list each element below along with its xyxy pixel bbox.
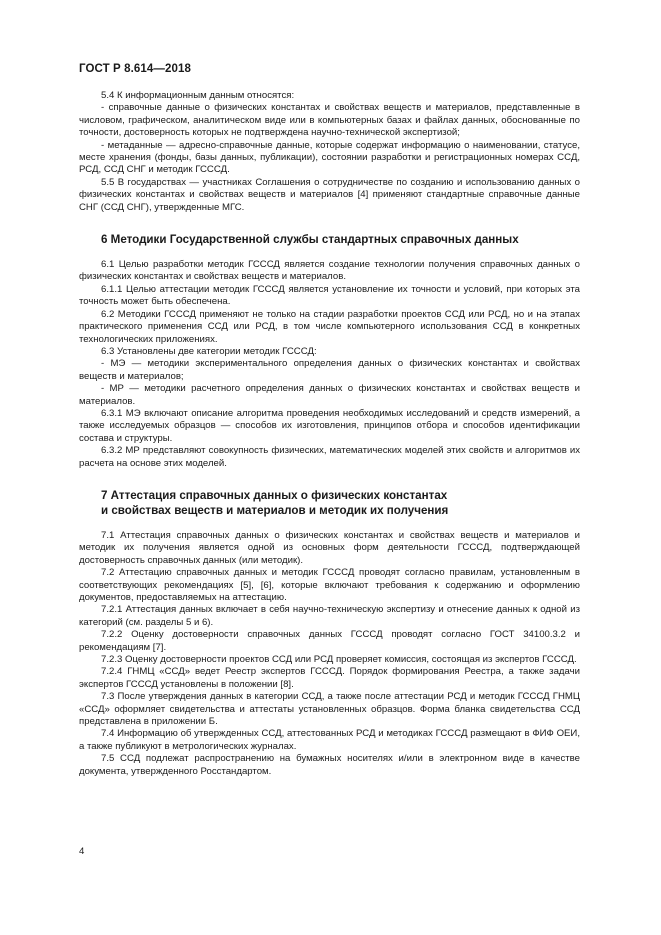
paragraph-5-5: 5.5 В государствах — участниках Соглашения о сотрудничестве по созданию и использованию данных о физических константах и свойствах веществ и материалов [4] применяют стандартные справочные данные СНГ (ССД СНГ), утвержденные МГС. — [79, 176, 580, 213]
paragraph-6-1-1: 6.1.1 Целью аттестации методик ГСССД является установление их точности и условий, при которых эта точность может быть обеспечена. — [79, 283, 580, 308]
list-item-me: - МЭ — методики экспериментального определения данных о физических константах и свойствах веществ и материалов; — [79, 358, 580, 382]
document-code-header: ГОСТ Р 8.614—2018 — [79, 63, 191, 75]
paragraph-7-3: 7.3 После утверждения данных в категории ССД, а также после аттестации РСД и методик ГСССД ГНМЦ «ССД» оформляет свидетельства и аттестаты установленных образцов. Форма бланка свидетельства ССД представлена в приложении Б. — [79, 691, 580, 728]
section-7-heading-line1: 7 Аттестация справочных данных о физических константах — [101, 488, 448, 502]
page-number: 4 — [79, 846, 85, 857]
paragraph-6-1: 6.1 Целью разработки методик ГСССД является создание технологии получения справочных данных о физических константах и свойствах веществ и материалов. — [79, 259, 580, 283]
paragraph-7-1: 7.1 Аттестация справочных данных о физических константах и свойствах веществ и материалов и методик их получения является одной из основных форм деятельности ГСССД, подтверждающей достоверность справочных данных (или методик). — [79, 529, 580, 566]
paragraph-6-3-1: 6.3.1 МЭ включают описание алгоритма проведения необходимых исследований и средств измерений, а также исследуемых образцов — способов их изготовления, принципов отбора и способов идентификации состава и структуры. — [79, 407, 580, 444]
paragraph-7-2-4: 7.2.4 ГНМЦ «ССД» ведет Реестр экспертов ГСССД. Порядок формирования Реестра, а также задачи экспертов ГСССД установлены в положении [8]. — [79, 666, 580, 690]
paragraph-6-3: 6.3 Установлены две категории методик ГСССД: — [101, 345, 317, 357]
paragraph-7-2-3: 7.2.3 Оценку достоверности проектов ССД или РСД проверяет комиссия, состоящая из экспертов ГСССД. — [101, 654, 577, 666]
section-7-heading-line2: и свойствах веществ и материалов и методик их получения — [101, 503, 449, 517]
list-item-mr: - МР — методики расчетного определения данных о физических константах и свойствах веществ и материалов. — [79, 383, 580, 407]
list-item-reference-data: - справочные данные о физических константах и свойствах веществ и материалов, представленные в числовом, графическом, аналитическом виде или в компьютерных базах и файлах данных, обоснованные по точности, достоверность которых не подтверждена научно-технической экспертизой; — [79, 102, 580, 139]
paragraph-7-2-1: 7.2.1 Аттестация данных включает в себя научно-техническую экспертизу и отнесение данных к одной из категорий (см. разделы 5 и 6). — [79, 604, 580, 628]
paragraph-6-2: 6.2 Методики ГСССД применяют не только на стадии разработки проектов ССД или РСД, но и на этапах практического применения ССД или РСД, в том числе компьютерного использования ССД в конкретных технологических приложениях. — [79, 308, 580, 345]
paragraph-5-4: 5.4 К информационным данным относятся: — [101, 90, 295, 101]
list-item-metadata: - метаданные — адресно-справочные данные, которые содержат информацию о наименовании, статусе, месте хранения (фонды, базы данных, публикации), состоянии разработки и регистрационных номерах ССД, РСД, ССД СНГ и методик ГСССД. — [79, 139, 580, 176]
section-6-heading: 6 Методики Государственной службы стандартных справочных данных — [101, 233, 519, 247]
section-7-heading — [79, 488, 580, 518]
paragraph-7-4: 7.4 Информацию об утвержденных ССД, аттестованных РСД и методиках ГСССД размещают в ФИФ ОЕИ, а также публикуют в метрологических журналах. — [79, 728, 580, 752]
paragraph-6-3-2: 6.3.2 МР представляют совокупность физических, математических моделей этих свойств и алгоритмов их расчета на основе этих моделей. — [79, 445, 580, 469]
paragraph-7-5: 7.5 ССД подлежат распространению на бумажных носителях и/или в электронном виде в качестве документа, утвержденного Росстандартом. — [79, 753, 580, 777]
paragraph-7-2-2: 7.2.2 Оценку достоверности справочных данных ГСССД проводят согласно ГОСТ 34100.3.2 и рекомендациям [7]. — [79, 629, 580, 653]
document-body — [79, 90, 580, 778]
paragraph-7-2: 7.2 Аттестацию справочных данных и методик ГСССД проводят согласно правилам, установленным в соответствующих рекомендациях [5], [6], которые включают требования к содержанию и оформлению документов, предоставляемых на аттестацию. — [79, 567, 580, 603]
